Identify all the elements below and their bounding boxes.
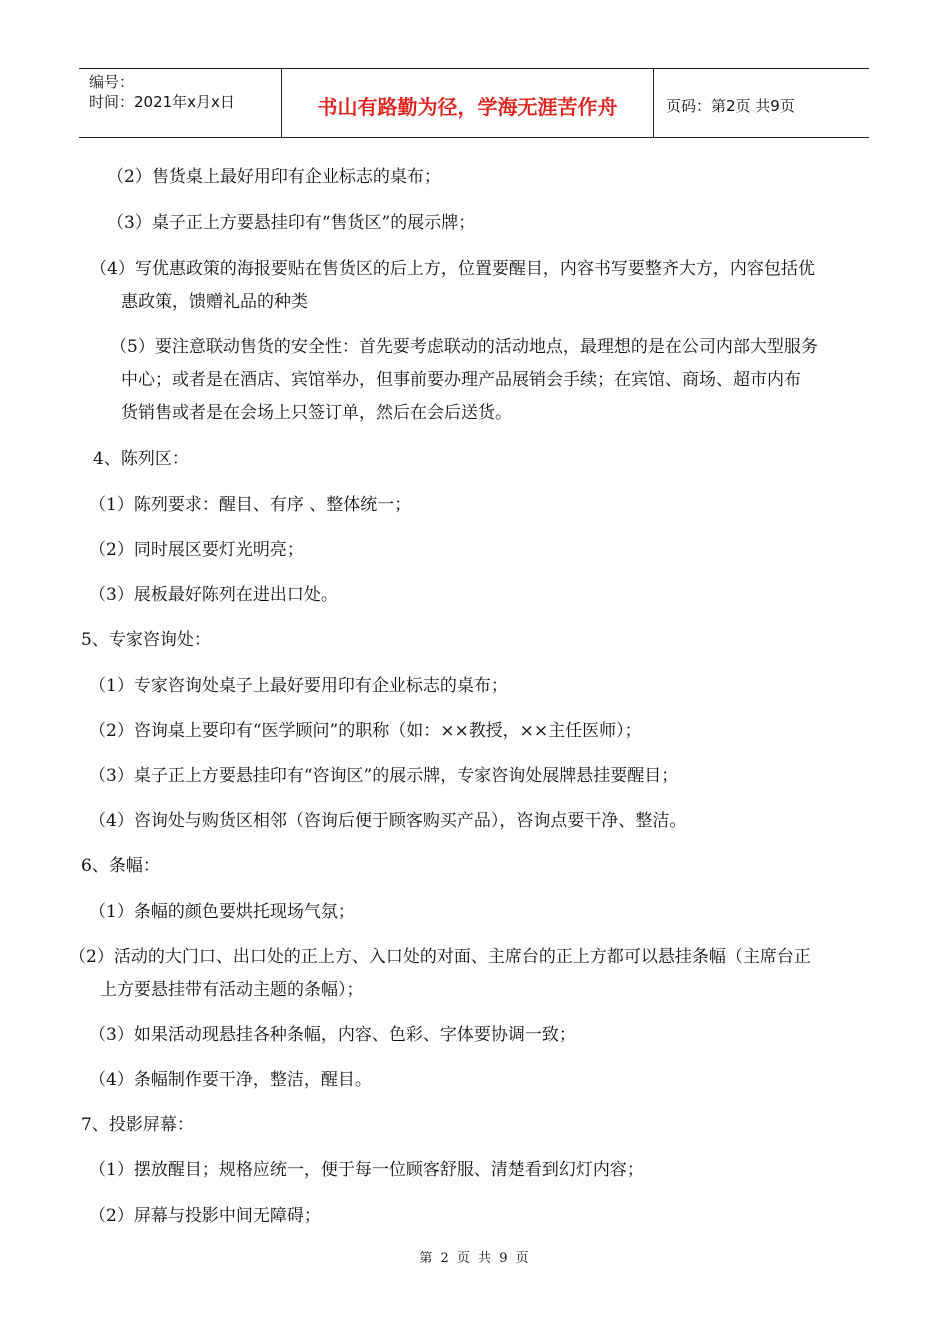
body-line: （2）咨询桌上要印有“医学顾问”的职称（如：××教授，××主任医师）； bbox=[89, 721, 642, 741]
body-line: （5）要注意联动售货的安全性：首先要考虑联动的活动地点，最理想的是在公司内部大型服务 bbox=[110, 337, 818, 357]
section-heading: 7、投影屏幕： bbox=[81, 1115, 194, 1135]
body-line: （2）同时展区要灯光明亮； bbox=[89, 540, 304, 560]
page-footer: 第 2 页 共 9 页 bbox=[419, 1251, 531, 1266]
body-line: （2）售货桌上最好用印有企业标志的桌布； bbox=[107, 167, 441, 187]
body-line: （1）专家咨询处桌子上最好要用印有企业标志的桌布； bbox=[89, 676, 508, 696]
body-line: （2）活动的大门口、出口处的正上方、入口处的对面、主席台的正上方都可以悬挂条幅（主席台正 bbox=[69, 947, 811, 967]
body-line: 惠政策，馈赠礼品的种类 bbox=[121, 292, 308, 312]
document-header bbox=[79, 68, 869, 138]
section-heading: 5、专家咨询处： bbox=[81, 630, 211, 650]
section-heading: 4、陈列区： bbox=[93, 449, 189, 469]
body-line: （1）陈列要求：醒目、有序 、整体统一； bbox=[89, 495, 412, 515]
header-motto: 书山有路勤为径，学海无涯苦作舟 bbox=[282, 69, 654, 137]
body-line: 货销售或者是在会场上只签订单，然后在会后送货。 bbox=[121, 403, 512, 423]
body-line: （3）桌子正上方要悬挂印有“咨询区”的展示牌，专家咨询处展牌悬挂要醒目； bbox=[89, 766, 679, 786]
body-line: （3）展板最好陈列在进出口处。 bbox=[89, 585, 338, 605]
header-number-label: 编号： bbox=[89, 73, 135, 91]
header-meta-cell bbox=[79, 69, 282, 137]
body-line: 中心；或者是在酒店、宾馆举办，但事前要办理产品展销会手续；在宾馆、商场、超市内布 bbox=[121, 370, 801, 390]
body-line: （4）咨询处与购货区相邻（咨询后便于顾客购买产品），咨询点要干净、整洁。 bbox=[89, 811, 687, 831]
body-line: （1）摆放醒目；规格应统一，便于每一位顾客舒服、清楚看到幻灯内容； bbox=[89, 1160, 644, 1180]
header-page-info: 页码：第2页 共9页 bbox=[666, 96, 795, 115]
body-line: （4）写优惠政策的海报要贴在售货区的后上方，位置要醒目，内容书写要整齐大方，内容包括优 bbox=[90, 259, 815, 279]
body-line: （3）如果活动现悬挂各种条幅，内容、色彩、字体要协调一致； bbox=[89, 1025, 576, 1045]
body-line: （2）屏幕与投影中间无障碍； bbox=[89, 1206, 321, 1226]
body-line: （3）桌子正上方要悬挂印有“售货区”的展示牌； bbox=[107, 213, 476, 233]
body-line: （4）条幅制作要干净，整洁，醒目。 bbox=[89, 1070, 372, 1090]
body-line: 上方要悬挂带有活动主题的条幅）； bbox=[100, 980, 364, 1000]
body-line: （1）条幅的颜色要烘托现场气氛； bbox=[89, 902, 355, 922]
header-time-label: 时间：2021年x月x日 bbox=[89, 93, 235, 111]
section-heading: 6、条幅： bbox=[81, 856, 160, 876]
